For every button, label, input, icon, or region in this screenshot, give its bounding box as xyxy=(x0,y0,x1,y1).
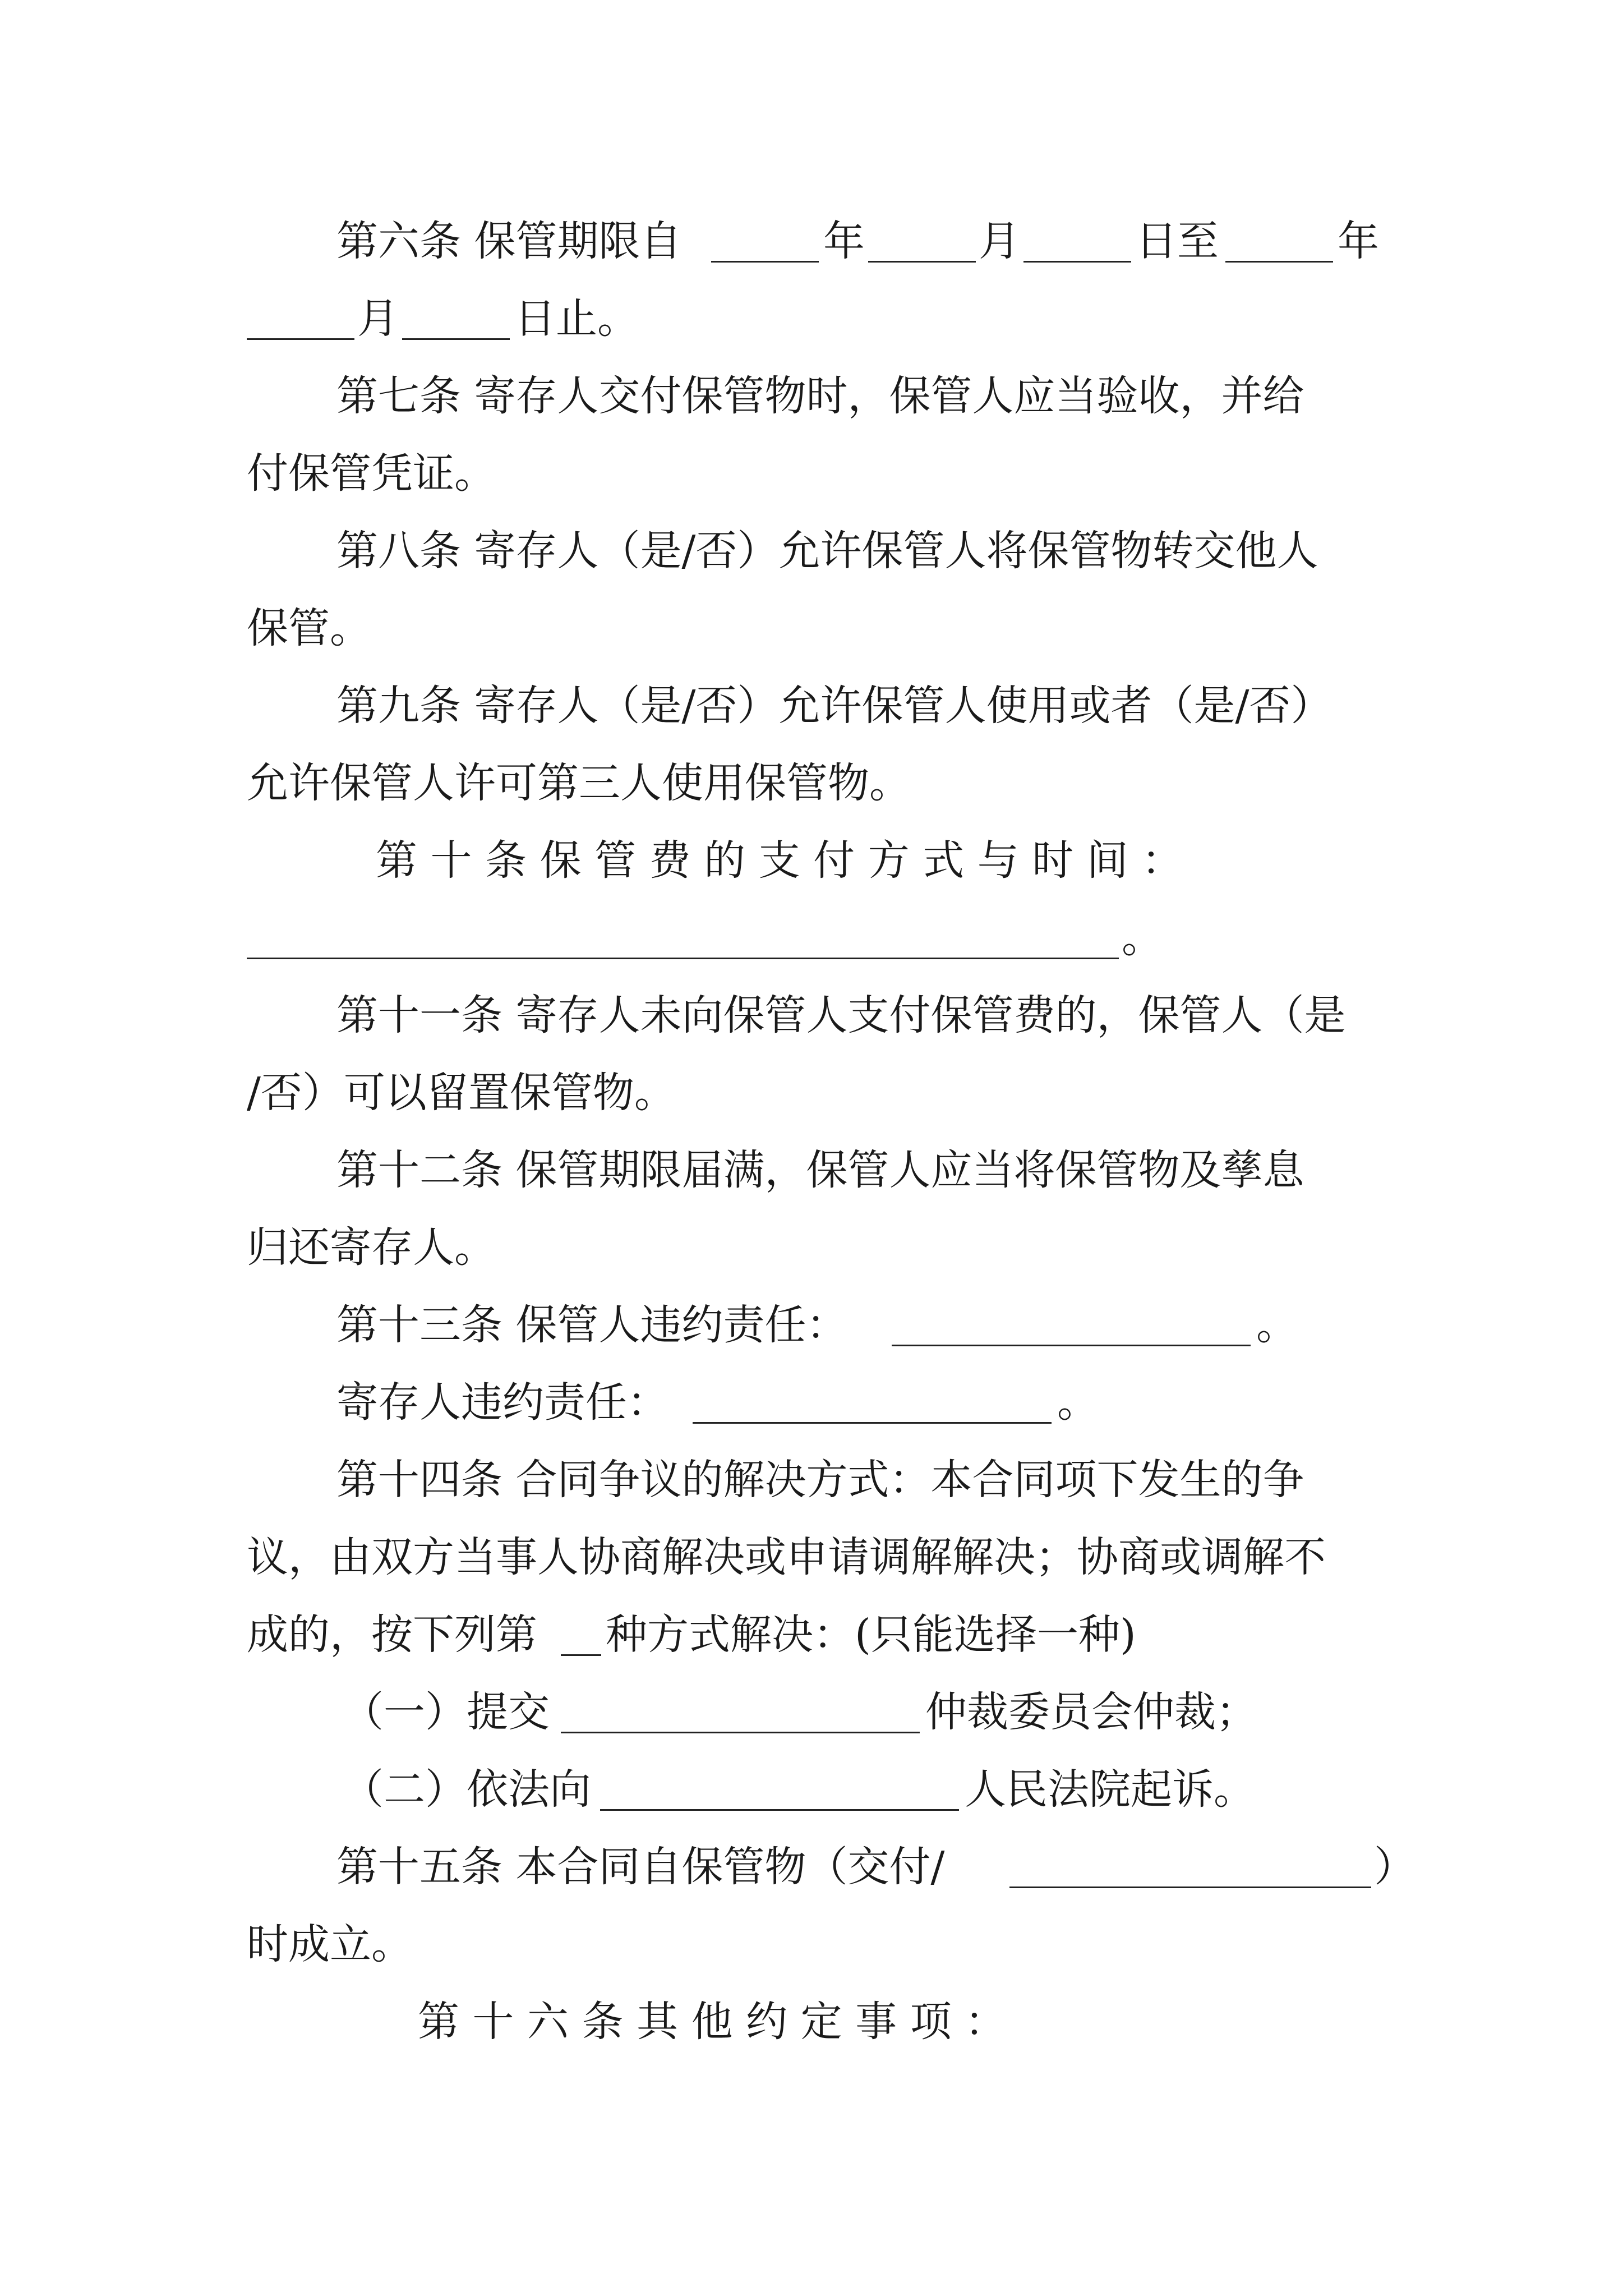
article-9-text: 第九条 寄存人（是/否）允许保管人使用或者（是/否） xyxy=(336,682,1332,730)
option-1-prefix: （一）提交 xyxy=(342,1688,550,1736)
article-12-text-cont: 归还寄存人。 xyxy=(247,1223,496,1272)
article-14-line-1 xyxy=(0,1446,1623,1513)
blank-depositor-liability[interactable] xyxy=(693,1356,1052,1424)
year-label: 年 xyxy=(1338,217,1379,265)
article-12-line-1 xyxy=(0,1137,1623,1204)
article-7-line-1 xyxy=(0,362,1623,430)
article-7-text-cont: 付保管凭证。 xyxy=(247,449,496,498)
article-8-text-cont: 保管。 xyxy=(247,604,371,652)
article-14-option-2 xyxy=(0,1756,1623,1823)
article-6-line-1 xyxy=(0,208,1623,275)
article-6-prefix: 第六条 保管期限自 xyxy=(336,217,682,265)
blank-choice-number[interactable] xyxy=(561,1589,601,1656)
article-12-text: 第十二条 保管期限届满，保管人应当将保管物及孳息 xyxy=(336,1146,1304,1194)
article-9-line-2 xyxy=(0,749,1623,817)
article-10-line-1 xyxy=(0,827,1623,894)
article-7-text: 第七条 寄存人交付保管物时，保管人应当验收，并给 xyxy=(336,372,1304,420)
article-8-line-1 xyxy=(0,517,1623,585)
blank-end-month[interactable] xyxy=(247,273,354,340)
article-13-line-1 xyxy=(0,1291,1623,1359)
article-11-text-cont: /否）可以留置保管物。 xyxy=(247,1069,676,1117)
article-15-text: 第十五条 本合同自保管物（交付/ xyxy=(336,1843,945,1891)
article-10-text: 第 十 条 保 管 费 的 支 付 方 式 与 时 间 ： xyxy=(376,836,1183,885)
article-14-option-1 xyxy=(0,1678,1623,1746)
article-10-line-2 xyxy=(0,904,1623,972)
article-7-line-2 xyxy=(0,440,1623,507)
option-2-suffix: 人民法院起诉。 xyxy=(965,1765,1255,1814)
article-8-line-2 xyxy=(0,595,1623,662)
day-to-label: 日至 xyxy=(1136,217,1219,265)
article-14-line-2 xyxy=(0,1524,1623,1591)
month-label: 月 xyxy=(357,295,399,343)
period: 。 xyxy=(1256,1301,1298,1349)
article-16-line-1 xyxy=(0,1988,1623,2055)
article-14-text: 第十四条 合同争议的解决方式：本合同项下发生的争 xyxy=(336,1456,1304,1504)
article-12-line-2 xyxy=(0,1214,1623,1281)
article-15-text-cont: 时成立。 xyxy=(247,1920,413,1968)
blank-court[interactable] xyxy=(600,1743,959,1811)
day-end-label: 日止。 xyxy=(514,295,639,343)
month-label: 月 xyxy=(979,217,1020,265)
article-9-line-1 xyxy=(0,672,1623,739)
article-9-text-cont: 允许保管人许可第三人使用保管物。 xyxy=(247,759,911,807)
blank-custodian-liability[interactable] xyxy=(892,1279,1251,1346)
article-14-choice-suffix: 种方式解决：(只能选择一种) xyxy=(606,1611,1136,1659)
article-15-line-1 xyxy=(0,1833,1623,1901)
option-2-prefix: （二）依法向 xyxy=(342,1765,591,1814)
blank-start-month[interactable] xyxy=(868,195,976,263)
article-16-text: 第 十 六 条 其 他 约 定 事 项 ： xyxy=(418,1998,1007,2046)
blank-start-day[interactable] xyxy=(1023,195,1131,263)
article-14-line-3 xyxy=(0,1601,1623,1668)
blank-formation-condition[interactable] xyxy=(1009,1821,1371,1888)
blank-end-year[interactable] xyxy=(1225,195,1333,263)
blank-arbitration-commission[interactable] xyxy=(561,1666,920,1733)
article-11-line-1 xyxy=(0,982,1623,1049)
article-13-text: 第十三条 保管人违约责任： xyxy=(336,1301,848,1349)
article-14-text-cont: 议，由双方当事人协商解决或申请调解解决；协商或调解不 xyxy=(247,1533,1326,1581)
blank-end-day[interactable] xyxy=(402,273,510,340)
article-11-text: 第十一条 寄存人未向保管人支付保管费的，保管人（是 xyxy=(336,991,1346,1039)
article-11-line-2 xyxy=(0,1059,1623,1126)
article-13-line-2 xyxy=(0,1369,1623,1436)
article-14-choice-prefix: 成的，按下列第 xyxy=(247,1611,537,1659)
option-1-suffix: 仲裁委员会仲裁； xyxy=(925,1688,1257,1736)
article-15-line-2 xyxy=(0,1911,1623,1978)
closing-paren: ） xyxy=(1374,1843,1415,1891)
blank-start-year[interactable] xyxy=(711,195,819,263)
article-13-depositor-text: 寄存人违约责任： xyxy=(336,1378,668,1427)
blank-payment-method[interactable] xyxy=(247,892,1119,959)
period: 。 xyxy=(1122,914,1163,962)
article-6-line-2 xyxy=(0,285,1623,352)
article-8-text: 第八条 寄存人（是/否）允许保管人将保管物转交他人 xyxy=(336,527,1318,575)
period: 。 xyxy=(1057,1378,1099,1427)
year-label: 年 xyxy=(823,217,865,265)
